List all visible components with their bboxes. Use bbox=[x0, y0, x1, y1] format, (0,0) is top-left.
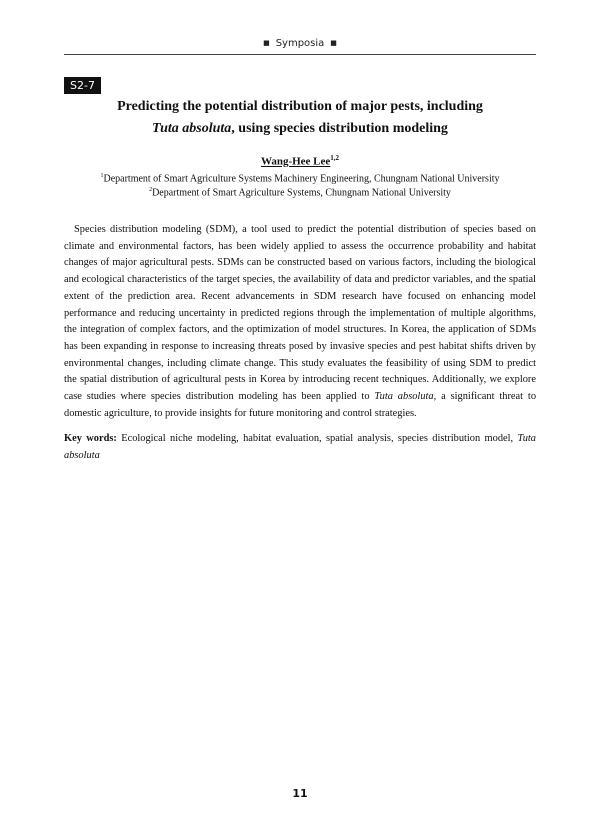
session-badge: S2-7 bbox=[64, 77, 101, 94]
title-line-2-rest: , using species distribution modeling bbox=[231, 121, 448, 136]
affiliation-marker: 1 bbox=[100, 173, 104, 179]
author-name: Wang-Hee Lee bbox=[260, 155, 331, 168]
abstract-text: Species distribution modeling (SDM), a tool used to predict the potential distribution of species based on climate and environmental factors, has been widely applied to assess the occurrence probability and habitat changes of major agricultural pests. SDMs can be constructed based on various factors, including the biological and ecological characteristics of the target species, the availability of data and predictor variables, and the spatial extent of the prediction area. Recent advancements in SDM research have focused on enhancing model performance and reducing uncertainty in predicted regions through the implementation of multiple algorithms, the integration of complex factors, and the optimization of model structures. In Korea, the application of SDMs has been expanding in response to increasing threats posed by invasive species and pest habitat shifts driven by environmental changes, including climate change. This study evaluates the feasibility of using SDM to predict the spatial distribution of agricultural pests in Korea by introducing recent techniques. Additionally, we explore case studies where species distribution modeling has been applied to bbox=[64, 224, 536, 403]
title-line-2 bbox=[64, 118, 536, 140]
affiliation-text: Department of Smart Agriculture Systems, Chungnam National University bbox=[152, 187, 451, 199]
square-bullet-icon: ■ bbox=[330, 39, 337, 47]
title-species-name: Tuta absoluta bbox=[152, 121, 232, 136]
square-bullet-icon: ■ bbox=[263, 39, 270, 47]
keywords-text: Ecological niche modeling, habitat evaluation, spatial analysis, species distribution model, bbox=[121, 433, 514, 444]
keywords-species-name: Tuta absoluta bbox=[64, 433, 536, 461]
abstract-text-end: , a significant threat to domestic agriculture, to provide insights for future monitoring and control strategies. bbox=[64, 391, 537, 419]
header-divider bbox=[64, 54, 536, 55]
paper-title bbox=[64, 96, 536, 140]
affiliation-text: Department of Smart Agriculture Systems Machinery Engineering, Chungnam National University bbox=[103, 173, 500, 185]
header-text: Symposia bbox=[275, 38, 325, 49]
author bbox=[64, 154, 536, 168]
affiliation-2 bbox=[64, 187, 536, 198]
keywords bbox=[64, 431, 536, 464]
author-superscript: 1,2 bbox=[330, 154, 340, 162]
abstract bbox=[64, 222, 536, 422]
page-number: 11 bbox=[292, 787, 308, 800]
keywords-label: Key words: bbox=[64, 433, 117, 444]
affiliation-marker: 2 bbox=[149, 187, 153, 193]
title-line-1: Predicting the potential distribution of major pests, including bbox=[117, 99, 483, 114]
affiliation-1 bbox=[64, 173, 536, 184]
abstract-species-name: Tuta absoluta bbox=[374, 391, 434, 403]
running-header bbox=[64, 38, 536, 49]
